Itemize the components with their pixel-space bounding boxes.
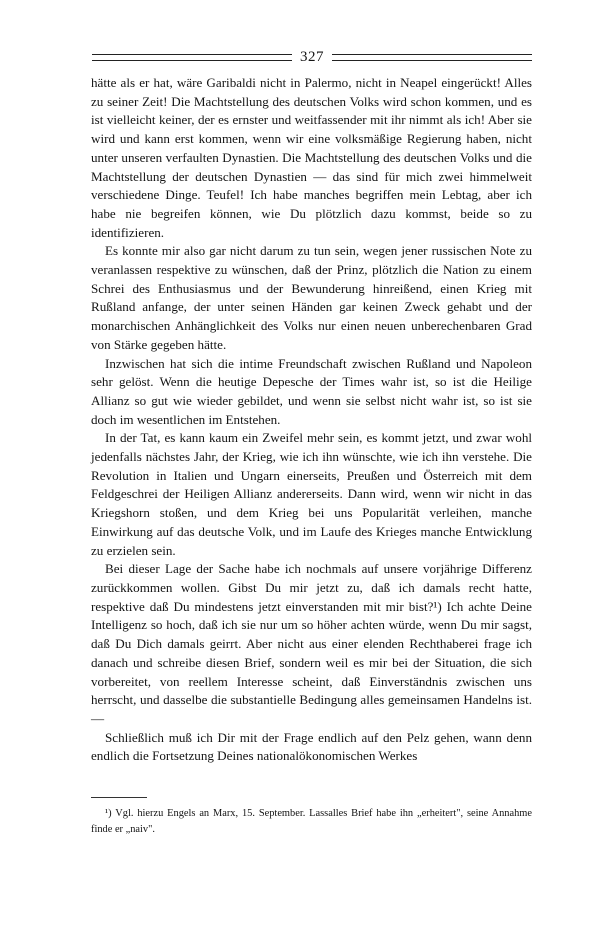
- paragraph-5: Bei dieser Lage der Sache habe ich nochmals auf unsere vorjährige Differenz zurückkommen wollen. Gibst Du mir jetzt zu, daß ich damals recht hatte, respektive daß Du mindestens jetzt einverstanden mit mir bist?¹) Ich achte Deine Intelligenz so hoch, daß ich sie nur um so höher achten würde, wenn Du mir sagst, daß Du Dich damals geirrt. Aber nicht aus einer elenden Rechthaberei frage ich danach und schreibe diesen Brief, sondern weil es mir bei der Situation, die sich vorbereitet, von reellem Interesse scheint, daß Einverständnis zwischen uns herrscht, und dasselbe die substantielle Bedingung alles gemeinsamen Handelns ist. —: [91, 561, 532, 726]
- paragraph-6: Schließlich muß ich Dir mit der Frage endlich auf den Pelz gehen, wann denn endlich die Fortsetzung Deines nationalökonomischen Werkes: [91, 729, 532, 764]
- paragraph-3: Inzwischen hat sich die intime Freundschaft zwischen Rußland und Napoleon sehr gelöst. Wenn die heutige Depesche der Times wahr ist, so ist die Heilige Allianz so gut wie wieder gebildet, und wenn sie selbst nicht wahr ist, so ist sie doch im wesentlichen im Entstehen.: [91, 355, 532, 427]
- footnotes: [91, 806, 532, 837]
- page-number: 327: [300, 49, 324, 65]
- paragraph-4: In der Tat, es kann kaum ein Zweifel mehr sein, es kommt jetzt, und zwar wohl jedenfalls nächstes Jahr, der Krieg, wie ich ihn wünschte, wie ich ihn verstehe. Die Revolution in Italien und Ungarn einerseits, Preußen und Österreich mit dem Feldgeschrei der Heiligen Allianz andererseits. Dann wird, wenn wir nicht in das Kriegshorn stoßen, und dem Krieg bei uns Popularität verleihen, manche Einwirkung auf das deutsche Volk, und im Laufe des Krieges manche Entwicklung zu erzielen sein.: [91, 430, 532, 558]
- header-rule-left: [92, 54, 292, 61]
- footnote-1: ¹) Vgl. hierzu Engels an Marx, 15. September. Lassalles Brief habe ihn „erheitert", seine Annahme finde er „naiv".: [91, 808, 532, 835]
- body-text: [91, 74, 532, 766]
- page-header: [92, 47, 532, 67]
- paragraph-2: Es konnte mir also gar nicht darum zu tun sein, wegen jener russischen Note zu veranlassen respektive zu wünschen, daß der Prinz, plötzlich die Nation zu einem Schrei des Enthusiasmus und der Bewunderung hinreißend, einen Krieg mit Rußland anfange, der unter seinen Händen gar keinen Zweck gehabt und der monarchischen Anhänglichkeit des Volks nur einen neuen unberechenbaren Grad von Stärke gegeben hätte.: [91, 243, 532, 352]
- header-rule-right: [332, 54, 532, 61]
- footnote-divider: [91, 797, 147, 798]
- paragraph-1: hätte als er hat, wäre Garibaldi nicht in Palermo, nicht in Neapel eingerückt! Alles zu seiner Zeit! Die Machtstellung des deutschen Volks wird schon kommen, und es ist vielleicht keiner, der es ernster und weitfassender mit ihr nimmt als ich! Aber sie wird und kann erst kommen, wenn wir eine volksmäßige Regierung haben, nicht unter unseren verfaulten Dynastien. Die Machtstellung des deutschen Volks und die Machtstellung der deutschen Dynastien — das sind für mich zwei himmelweit verschiedene Dinge. Teufel! Ich habe manches begriffen mein Lebtag, aber ich habe nie begreifen können, wie Du plötzlich dazu kommst, beide so zu identifizieren.: [91, 75, 532, 240]
